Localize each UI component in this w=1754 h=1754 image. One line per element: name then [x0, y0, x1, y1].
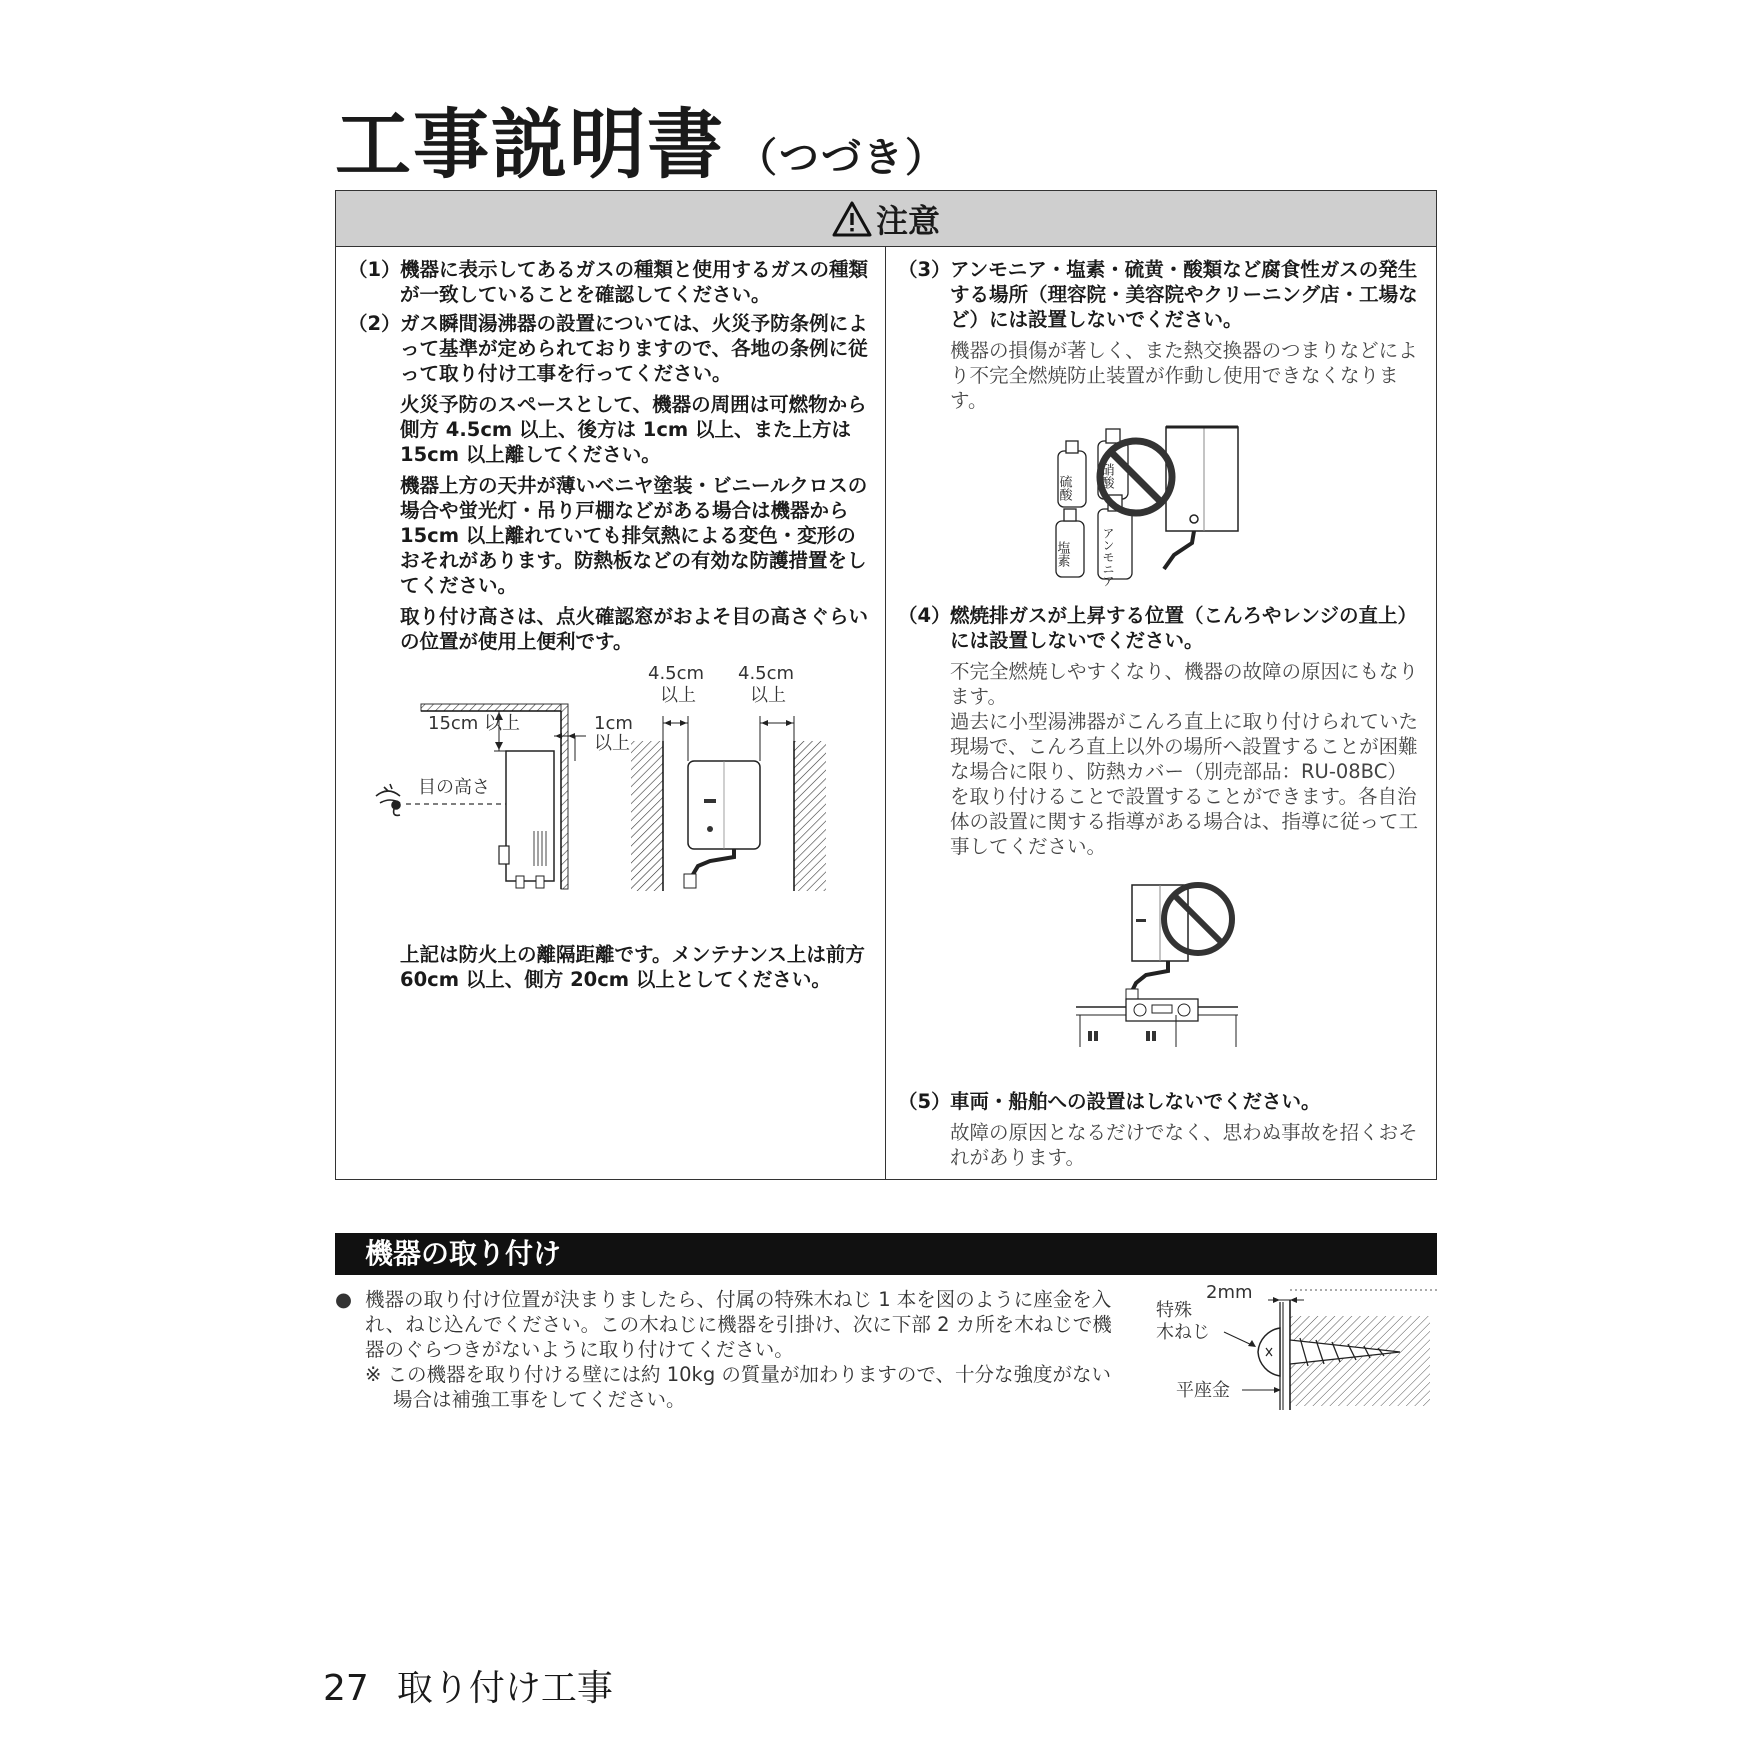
- section-name: 取り付け工事: [396, 1668, 613, 1709]
- item-heading: ガス瞬間湯沸器の設置については、火災予防条例によって基準が定められておりますので、各地の条例に従って取り付け工事を行ってください。: [400, 312, 868, 385]
- item-paragraph: 上記は防火上の離隔距離です。メンテナンス上は前方 60cm 以上、側方 20cm 以上としてください。: [400, 943, 865, 991]
- item-heading: アンモニア・塩素・硫黄・酸類など腐食性ガスの発生する場所（理容院・美容院やクリーニング店・工場など）には設置しないでください。: [950, 258, 1418, 331]
- label-45cm-left: 4.5cm: [648, 663, 705, 684]
- label-special-screw: 特殊: [1156, 1300, 1192, 1321]
- bottle-label: 塩素: [1054, 541, 1070, 567]
- section-heading-install: 機器の取り付け: [335, 1233, 1437, 1275]
- corrosive-gas-figure: [1054, 423, 1254, 593]
- label-2mm: 2mm: [1206, 1282, 1253, 1303]
- page-title: [335, 84, 947, 193]
- item-number: （2）: [348, 312, 401, 335]
- page-title-main: 工事説明書: [335, 100, 725, 189]
- stove-figure: [1076, 879, 1242, 1051]
- item-number: （4）: [898, 604, 951, 627]
- caution-item-2-note: [348, 936, 868, 992]
- item-number: （5）: [898, 1090, 951, 1113]
- eye-icon: [376, 784, 400, 815]
- label-15cm: 15cm 以上: [428, 713, 521, 734]
- clearance-diagram: [366, 661, 866, 901]
- bullet: ●: [335, 1288, 353, 1311]
- label-1cm: 1cm: [594, 713, 633, 734]
- item-paragraph: 火災予防のスペースとして、機器の周囲は可燃物から側方 4.5cm 以上、後方は 1cm 以上、また上方は 15cm 以上離してください。: [400, 393, 867, 466]
- bottle-label: 硫酸: [1056, 475, 1072, 501]
- item-heading: 機器に表示してあるガスの種類と使用するガスの種類が一致していることを確認してください。: [400, 258, 869, 306]
- caution-item-2: [348, 311, 868, 654]
- column-divider: [885, 246, 886, 1180]
- label-45cm-right-above: 以上: [750, 685, 786, 706]
- item-paragraph: 機器上方の天井が薄いベニヤ塗装・ビニールクロスの場合や蛍光灯・吊り戸棚などがある場合は機器から 15cm 以上離れていても排気熱による変色・変形のおそれがあります。防熱板などの有効な防護措置をしてください。: [400, 474, 868, 597]
- install-instructions: [335, 1287, 1125, 1412]
- caution-box: [335, 190, 1437, 1180]
- item-heading: 車両・船舶への設置はしないでください。: [950, 1090, 1321, 1113]
- label-1cm-above: 以上: [594, 733, 630, 754]
- page-footer: [323, 1660, 613, 1711]
- label-flat-washer: 平座金: [1176, 1380, 1230, 1401]
- caution-header: [336, 191, 1436, 247]
- install-paragraph: 機器の取り付け位置が決まりましたら、付属の特殊木ねじ 1 本を図のように座金を入れ、ねじ込んでください。この木ねじに機器を引掛け、次に下部 2 カ所を木ねじで機器のぐらつきがないように取り付けてください。: [365, 1288, 1112, 1361]
- item-number: （3）: [898, 258, 951, 281]
- label-eye-level: 目の高さ: [418, 777, 490, 798]
- caution-item-1: [348, 257, 868, 307]
- install-note: ※ この機器を取り付ける壁には約 10kg の質量が加わりますので、十分な強度がない場合は補強工事をしてください。: [365, 1363, 1112, 1411]
- item-paragraph: 取り付け高さは、点火確認窓がおよそ目の高さぐらいの位置が使用上便利です。: [400, 605, 869, 653]
- page-number: 27: [323, 1668, 369, 1709]
- label-45cm-left-above: 以上: [660, 685, 696, 706]
- screw-diagram: [1150, 1280, 1440, 1415]
- label-special-screw-2: 木ねじ: [1156, 1322, 1210, 1343]
- item-paragraph: 故障の原因となるだけでなく、思わぬ事故を招くおそれがあります。: [950, 1121, 1418, 1169]
- label-45cm-right: 4.5cm: [738, 663, 795, 684]
- item-paragraph: 不完全燃焼しやすくなり、機器の故障の原因にもなります。: [950, 660, 1419, 708]
- caution-item-4: [898, 603, 1426, 859]
- item-number: （1）: [348, 258, 401, 281]
- page-title-sub: （つづき）: [737, 135, 947, 181]
- caution-title: 注意: [875, 201, 940, 240]
- bottle-label: アンモニア: [1101, 527, 1115, 587]
- warning-icon: [832, 201, 872, 237]
- item-heading: 燃焼排ガスが上昇する位置（こんろやレンジの直上）には設置しないでください。: [950, 604, 1418, 652]
- item-paragraph: 機器の損傷が著しく、また熱交換器のつまりなどにより不完全燃焼防止装置が作動し使用できなくなります。: [950, 339, 1418, 412]
- caution-item-5: [898, 1089, 1426, 1170]
- caution-item-3: [898, 257, 1426, 413]
- item-paragraph: 過去に小型湯沸器がこんろ直上に取り付けられていた現場で、こんろ直上以外の場所へ設置することが困難な場合に限り、防熱カバー（別売部品：RU-08BC）を取り付けることで設置することができます。各自治体の設置に関する指導がある場合は、指導に従って工事してください。: [950, 710, 1419, 858]
- bottle-label: 硝酸: [1098, 463, 1114, 489]
